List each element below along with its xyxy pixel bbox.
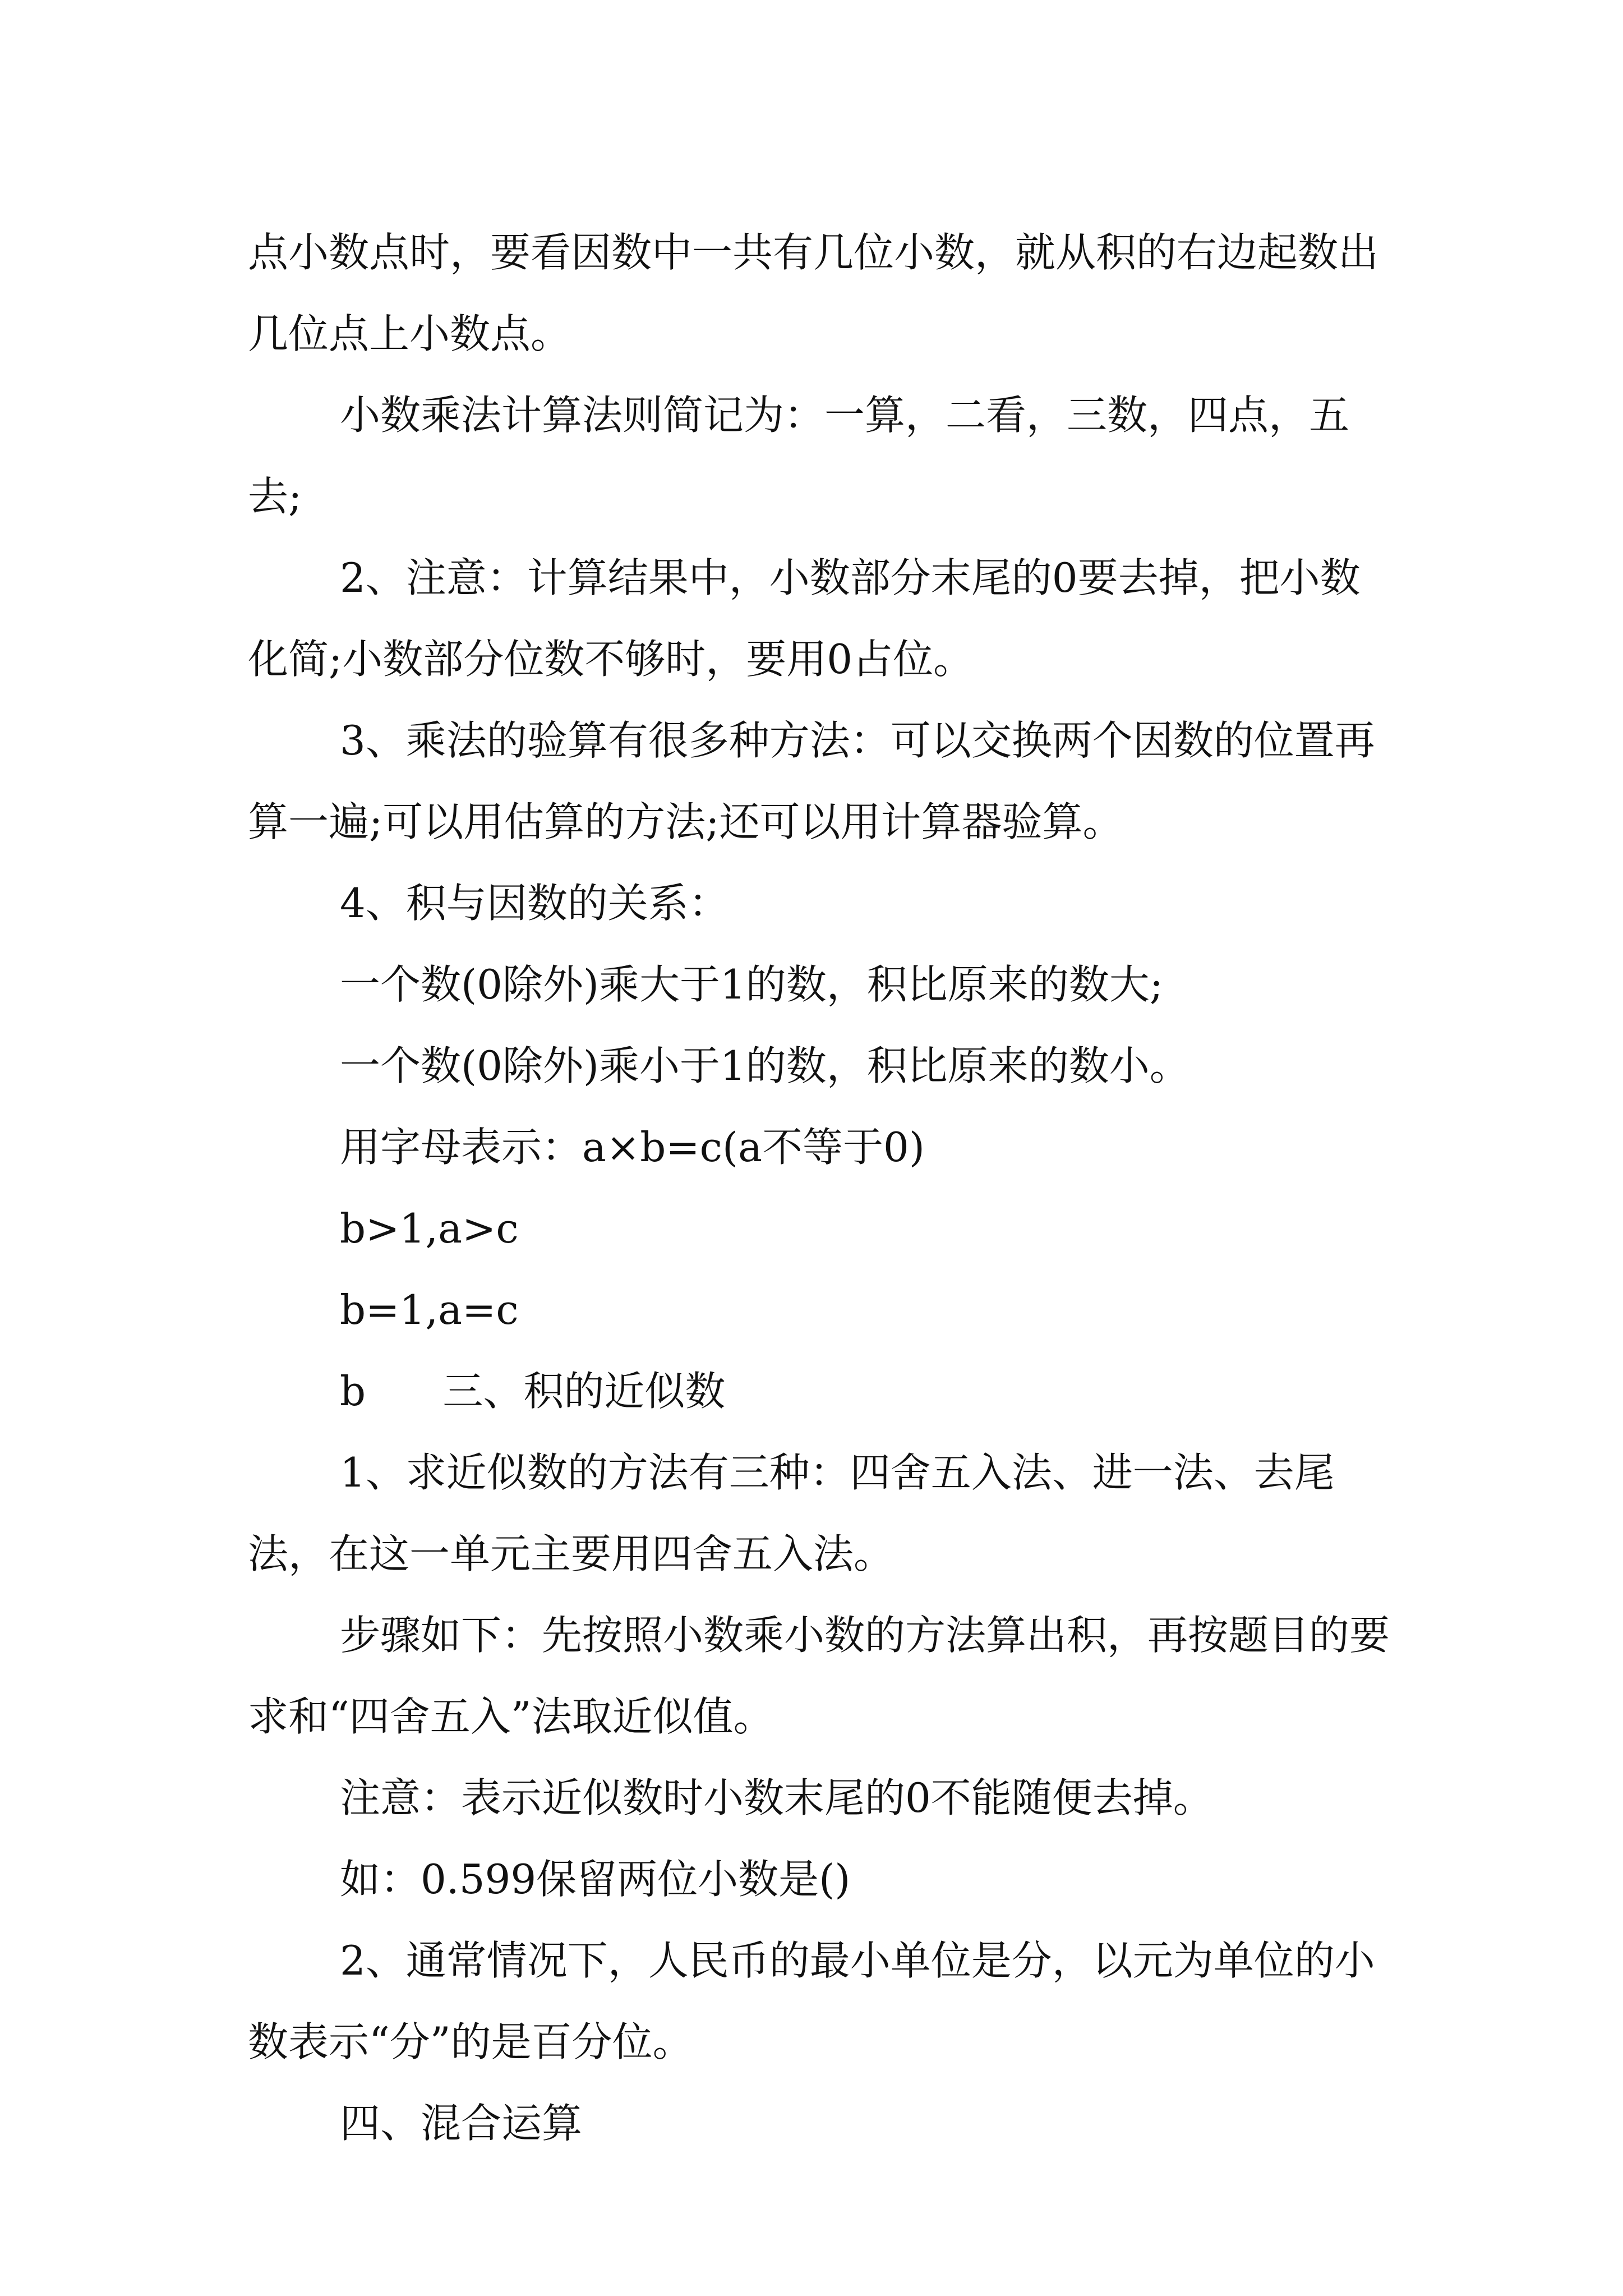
paragraph: 1、求近似数的方法有三种：四舍五入法、进一法、去尾法，在这一单元主要用四舍五入法。 (248, 1449, 1335, 1577)
paragraph: 小数乘法计算法则简记为：一算，二看，三数，四点，五去; (248, 392, 1350, 520)
section-heading: 四、混合运算 (340, 2100, 583, 2147)
paragraph: 2、通常情况下，人民币的最小单位是分，以元为单位的小数表示“分”的是百分位。 (248, 1937, 1375, 2065)
paragraph: 一个数(0除外)乘大于1的数，积比原来的数大; (340, 961, 1164, 1008)
section-heading-line: b 三、积的近似数 (340, 1368, 726, 1415)
paragraph: b>1,a>c (340, 1205, 519, 1252)
paragraph: b=1,a=c (340, 1286, 519, 1333)
paragraph: 2、注意：计算结果中，小数部分末尾的0要去掉，把小数化简;小数部分位数不够时，要用0占位。 (248, 554, 1361, 683)
paragraph: 用字母表示：a×b=c(a不等于0) (340, 1124, 925, 1171)
paragraph: 点小数点时，要看因数中一共有几位小数，就从积的右边起数出几位点上小数点。 (248, 229, 1379, 357)
paragraph: 3、乘法的验算有很多种方法：可以交换两个因数的位置再算一遍;可以用估算的方法;还可以用计算器验算。 (248, 717, 1375, 845)
paragraph: 如：0.599保留两位小数是() (340, 1856, 851, 1903)
paragraph: 注意：表示近似数时小数末尾的0不能随便去掉。 (340, 1774, 1214, 1821)
paragraph: 步骤如下：先按照小数乘小数的方法算出积，再按题目的要求和“四舍五入”法取近似值。 (248, 1612, 1390, 1740)
paragraph: 4、积与因数的关系： (340, 880, 729, 927)
document-body (248, 212, 1398, 2164)
paragraph: 一个数(0除外)乘小于1的数，积比原来的数小。 (340, 1042, 1190, 1089)
